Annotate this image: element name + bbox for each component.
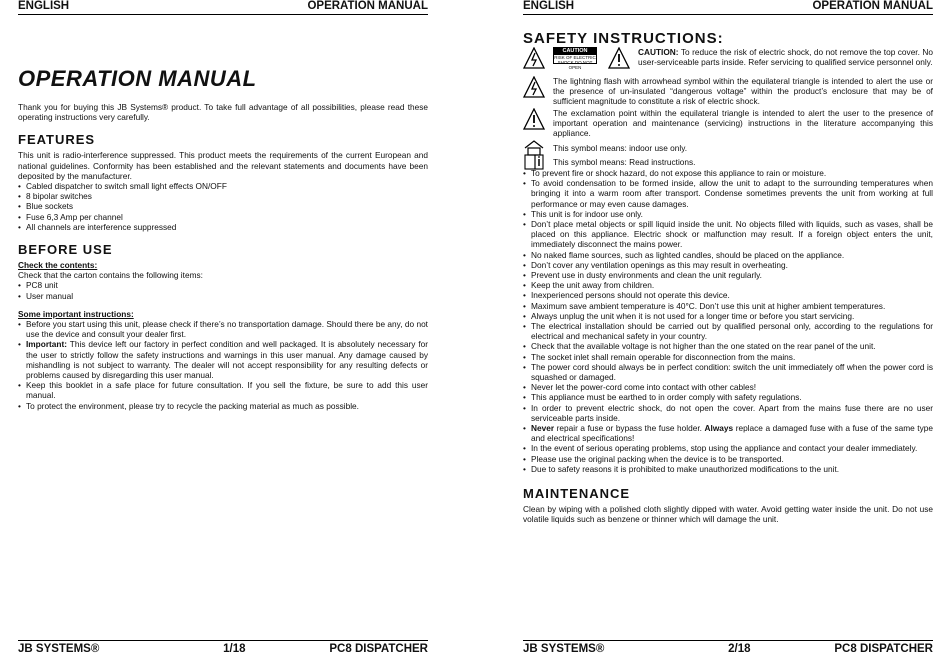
list-item: • The power cord should always be in perfect condition: switch the unit immediately off when the power cord is squashed or damaged. <box>523 362 933 382</box>
instructions-list <box>18 319 428 411</box>
left-content <box>18 102 428 411</box>
always-label: Always <box>704 423 734 434</box>
list-item: • Check that the available voltage is not higher than the one stated on the rear panel of the unit. <box>523 341 933 351</box>
left-page <box>18 0 428 654</box>
list-item: • Cabled dispatcher to switch small light effects ON/OFF <box>18 181 428 191</box>
caution-small-text: RISK OF ELECTRIC SHOCK DO NOT OPEN <box>554 55 596 70</box>
list-item: • All channels are interference suppressed <box>18 222 428 232</box>
list-item: • To prevent fire or shock hazard, do not expose this appliance to rain or moisture. <box>523 168 933 178</box>
footer-brand: JB SYSTEMS® <box>18 643 100 654</box>
features-heading: FEATURES <box>18 132 96 148</box>
list-item: • Always unplug the unit when it is not used for a longer time or before you start servicing. <box>523 311 933 321</box>
list-item: • Don’t place metal objects or spill liquid inside the unit. No objects filled with liquids, such as vases, shall be placed on this appliance. Electric shock or malfunction may result. If a foreign object enters the unit, immediately disconnect the mains power. <box>523 219 933 250</box>
footer-product: PC8 DISPATCHER <box>329 643 428 654</box>
check-contents-heading: Check the contents: <box>18 260 98 271</box>
caution-label: CAUTION <box>554 48 596 55</box>
list-item: • Due to safety reasons it is prohibited to make unauthorized modifications to the unit. <box>523 464 933 474</box>
page-footer <box>18 640 428 654</box>
page-header <box>18 0 428 15</box>
never-label: Never <box>531 423 555 434</box>
header-title: OPERATION MANUAL <box>307 0 428 12</box>
maintenance-heading: MAINTENANCE <box>523 486 631 502</box>
list-item: • To avoid condensation to be formed inside, allow the unit to adapt to the surrounding temperatures when bringing it into a warm room after transport. Condense sometimes prevents the unit from working at full performance or may even cause damages. <box>523 178 933 209</box>
contents-list <box>18 280 428 300</box>
exclamation-warning-icon <box>608 47 630 69</box>
right-content <box>523 47 933 525</box>
lightning-warning-icon <box>523 76 545 98</box>
features-text: This unit is radio-interference suppressed. This product meets the requirements of the current European and national guidelines. Conformity has been established and the relevant statements and documents have been deposited by the manufacturer. <box>18 150 428 181</box>
list-item: • Fuse 6,3 Amp per channel <box>18 212 428 222</box>
list-item <box>18 339 428 380</box>
important-label: Important: <box>26 339 68 350</box>
list-item: • Never let the power-cord come into contact with other cables! <box>523 382 933 392</box>
right-page <box>523 0 933 654</box>
document-title: OPERATION MANUAL <box>18 66 257 91</box>
before-use-heading: BEFORE USE <box>18 242 113 258</box>
features-list <box>18 181 428 232</box>
list-item: • 8 bipolar switches <box>18 191 428 201</box>
list-item: • Inexperienced persons should not operate this device. <box>523 290 933 300</box>
list-item: • The electrical installation should be carried out by qualified personal only, according to the regulations for electrical and mechanical safety in your country. <box>523 321 933 341</box>
check-contents-text: Check that the carton contains the following items: <box>18 270 203 281</box>
list-item: • Maximum save ambient temperature is 40°C. Don’t use this unit at higher ambient temperatures. <box>523 301 933 311</box>
indoor-explanation: This symbol means: indoor use only. <box>523 140 933 154</box>
footer-page-number: 2/18 <box>728 643 751 654</box>
caution-text: To reduce the risk of electric shock, do not remove the top cover. No user-serviceable parts inside. Refer servicing to qualified service personnel only. <box>638 47 933 68</box>
list-item: • This appliance must be earthed to in order comply with safety regulations. <box>523 392 933 402</box>
header-language: ENGLISH <box>18 0 70 12</box>
page-header <box>523 0 933 15</box>
list-item: • User manual <box>18 291 428 301</box>
list-item: • Blue sockets <box>18 201 428 211</box>
caution-label-box <box>553 47 597 70</box>
list-item: • Prevent use in dusty environments and clean the unit regularly. <box>523 270 933 280</box>
exclamation-explanation: The exclamation point within the equilateral triangle is intended to alert the user to the presence of important operation and maintenance (servicing) instructions in the literature accompanying this appliance. <box>523 108 933 140</box>
header-language: ENGLISH <box>523 0 575 12</box>
list-item: • No naked flame sources, such as lighted candles, should be placed on the appliance. <box>523 250 933 260</box>
footer-product: PC8 DISPATCHER <box>834 643 933 654</box>
caution-row <box>523 47 933 76</box>
list-item: • Don’t cover any ventilation openings as this may result in overheating. <box>523 260 933 270</box>
read-explanation: This symbol means: Read instructions. <box>523 154 933 168</box>
list-item: • Never repair a fuse or bypass the fuse holder. Always replace a damaged fuse with a fuse of the same type and electrical specifications! <box>523 423 933 443</box>
exclamation-warning-icon <box>523 108 545 130</box>
instructions-heading: Some important instructions: <box>18 308 134 319</box>
lightning-explanation: The lightning flash with arrowhead symbol within the equilateral triangle is intended to alert the use or the presence of un-insulated “dangerous voltage” within the product’s enclosure that may be of sufficient magnitude to constitute a risk of electric shock. <box>523 76 933 108</box>
list-item: • PC8 unit <box>18 280 428 290</box>
lightning-warning-icon <box>523 47 545 69</box>
caution-bold: CAUTION: <box>638 47 679 57</box>
list-item: • In order to prevent electric shock, do not open the cover. Apart from the mains fuse there are no user serviceable parts inside. <box>523 403 933 423</box>
list-item: • Please use the original packing when the device is to be transported. <box>523 454 933 464</box>
list-item: • Keep this booklet in a safe place for future consultation. If you sell the fixture, be sure to add this user manual. <box>18 380 428 400</box>
list-item: • The socket inlet shall remain operable for disconnection from the mains. <box>523 352 933 362</box>
page-footer <box>523 640 933 654</box>
intro-text: Thank you for buying this JB Systems® product. To take full advantage of all possibilities, please read these operating instructions very carefully. <box>18 102 428 123</box>
list-item: • Keep the unit away from children. <box>523 280 933 290</box>
safety-list <box>523 168 933 474</box>
maintenance-text: Clean by wiping with a polished cloth slightly dipped with water. Avoid getting water inside the unit. Do not use volatile liquids such as benzene or thinner which will damage the unit. <box>523 504 933 525</box>
header-title: OPERATION MANUAL <box>812 0 933 12</box>
important-text: This device left our factory in perfect condition and well packaged. It is absolutely necessary for the user to strictly follow the safety instructions and warnings in this user manual. Any damage caused by mishandling is not subject to warranty. The dealer will not accept responsibility for any resulting defects or problems caused by disregarding this user manual. <box>26 339 428 381</box>
list-item: • This unit is for indoor use only. <box>523 209 933 219</box>
list-item: • To protect the environment, please try to recycle the packing material as much as possible. <box>18 401 428 411</box>
list-item: • In the event of serious operating problems, stop using the appliance and contact your dealer immediately. <box>523 443 933 453</box>
safety-heading: SAFETY INSTRUCTIONS: <box>523 30 724 47</box>
footer-page-number: 1/18 <box>223 643 246 654</box>
list-item: • Before you start using this unit, please check if there’s no transportation damage. Should there be any, do not use the device and consult your dealer first. <box>18 319 428 339</box>
footer-brand: JB SYSTEMS® <box>523 643 605 654</box>
